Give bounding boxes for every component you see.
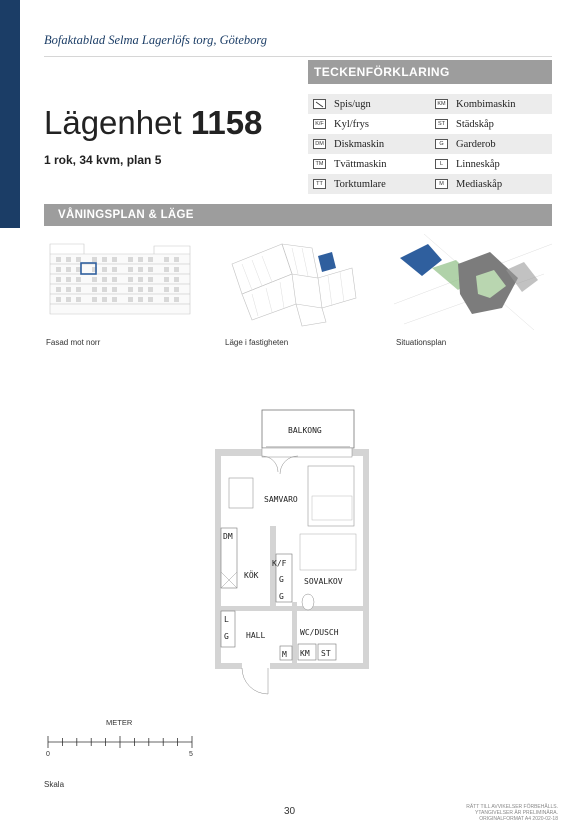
- legend-label: Diskmaskin: [334, 138, 385, 150]
- legend-code: M: [435, 179, 448, 189]
- room-label-bath: WC/DUSCH: [300, 628, 339, 637]
- room-label-hall: HALL: [246, 631, 266, 640]
- legend-item: [430, 154, 552, 174]
- code-m: M: [282, 650, 287, 659]
- legend-label: Kyl/frys: [334, 118, 369, 130]
- legend-row: [308, 114, 552, 134]
- legend-item: [308, 134, 430, 154]
- legend-row: [308, 174, 552, 194]
- legend-row: [308, 154, 552, 174]
- location-caption: Läge i fastigheten: [225, 338, 289, 347]
- location-drawing: [222, 234, 362, 330]
- legend-label: Torktumlare: [334, 178, 386, 190]
- brand-sidebar: [0, 0, 20, 228]
- legend-code: KM: [435, 99, 448, 109]
- divider: [44, 56, 552, 57]
- legend-item: [430, 174, 552, 194]
- code-g1: G: [279, 575, 284, 584]
- legend-row: [308, 94, 552, 114]
- apartment-number: 1158: [190, 104, 263, 141]
- scale-caption: Skala: [44, 780, 65, 789]
- legend-label: Kombimaskin: [456, 98, 516, 110]
- legend-row: [308, 134, 552, 154]
- legend-grid: [308, 94, 552, 194]
- legend-label: Garderob: [456, 138, 496, 150]
- legend-code: TM: [313, 159, 326, 169]
- room-label-sleeping: SOVALKOV: [304, 577, 343, 586]
- legend-item: [430, 114, 552, 134]
- code-st: ST: [321, 649, 331, 658]
- legend-item: [430, 134, 552, 154]
- room-label-balcony: BALKONG: [288, 426, 322, 435]
- room-label-living: SAMVARO: [264, 495, 298, 504]
- apartment-title: [44, 104, 262, 142]
- legend-label: Spis/ugn: [334, 98, 371, 110]
- code-g3: G: [224, 632, 229, 641]
- code-kf: K/F: [272, 559, 287, 568]
- legend-code: K/F: [313, 119, 326, 129]
- legend-item: [308, 154, 430, 174]
- project-title: Bofaktablad Selma Lagerlöfs torg, Göteborg: [44, 33, 268, 47]
- legend-code: TT: [313, 179, 326, 189]
- scale-unit: METER: [106, 718, 133, 727]
- section-title: VÅNINGSPLAN & LÄGE: [44, 204, 552, 226]
- site-caption: Situationsplan: [396, 338, 447, 347]
- facade-drawing: [44, 234, 196, 330]
- apartment-marker: [318, 252, 336, 272]
- legend-label: Mediaskåp: [456, 178, 503, 190]
- code-g2: G: [279, 592, 284, 601]
- scale-bar: [44, 732, 204, 756]
- legend-item: [308, 114, 430, 134]
- legend-label: Linneskåp: [456, 158, 500, 170]
- disclaimer-line: ORIGINALFORMAT A4 2020-02-18: [479, 816, 558, 822]
- facade-caption: Fasad mot norr: [46, 338, 101, 347]
- scale-end: 5: [189, 751, 193, 756]
- page-number: 30: [284, 806, 296, 817]
- apartment-subtitle: 1 rok, 34 kvm, plan 5: [44, 153, 162, 167]
- code-dm: DM: [223, 532, 233, 541]
- legend-item: [430, 94, 552, 114]
- disclaimer-line: RÄTT TILL AVVIKELSER FÖRBEHÅLLS.: [466, 804, 558, 810]
- legend-code: G: [435, 139, 448, 149]
- entrance-door-swing: [242, 668, 268, 694]
- disclaimer-line: YTANGIVELSER ÄR PRELIMINÄRA.: [475, 810, 558, 816]
- legend-code: DM: [313, 139, 326, 149]
- floor-plan: [212, 406, 372, 696]
- legend-item: [308, 174, 430, 194]
- disclaimer: [466, 804, 558, 822]
- code-km: KM: [300, 649, 310, 658]
- legend-code: ST: [435, 119, 448, 129]
- legend-label: Tvättmaskin: [334, 158, 387, 170]
- legend-item: [308, 94, 430, 114]
- legend-title: TECKENFÖRKLARING: [308, 60, 552, 84]
- stove-icon: [313, 99, 326, 109]
- room-label-kitchen: KÖK: [244, 571, 259, 580]
- legend-label: Städskåp: [456, 118, 494, 130]
- scale-start: 0: [46, 751, 50, 756]
- legend-code: L: [435, 159, 448, 169]
- apartment-title-prefix: Lägenhet: [44, 104, 182, 141]
- site-plan-drawing: [394, 234, 552, 330]
- code-l: L: [224, 615, 229, 624]
